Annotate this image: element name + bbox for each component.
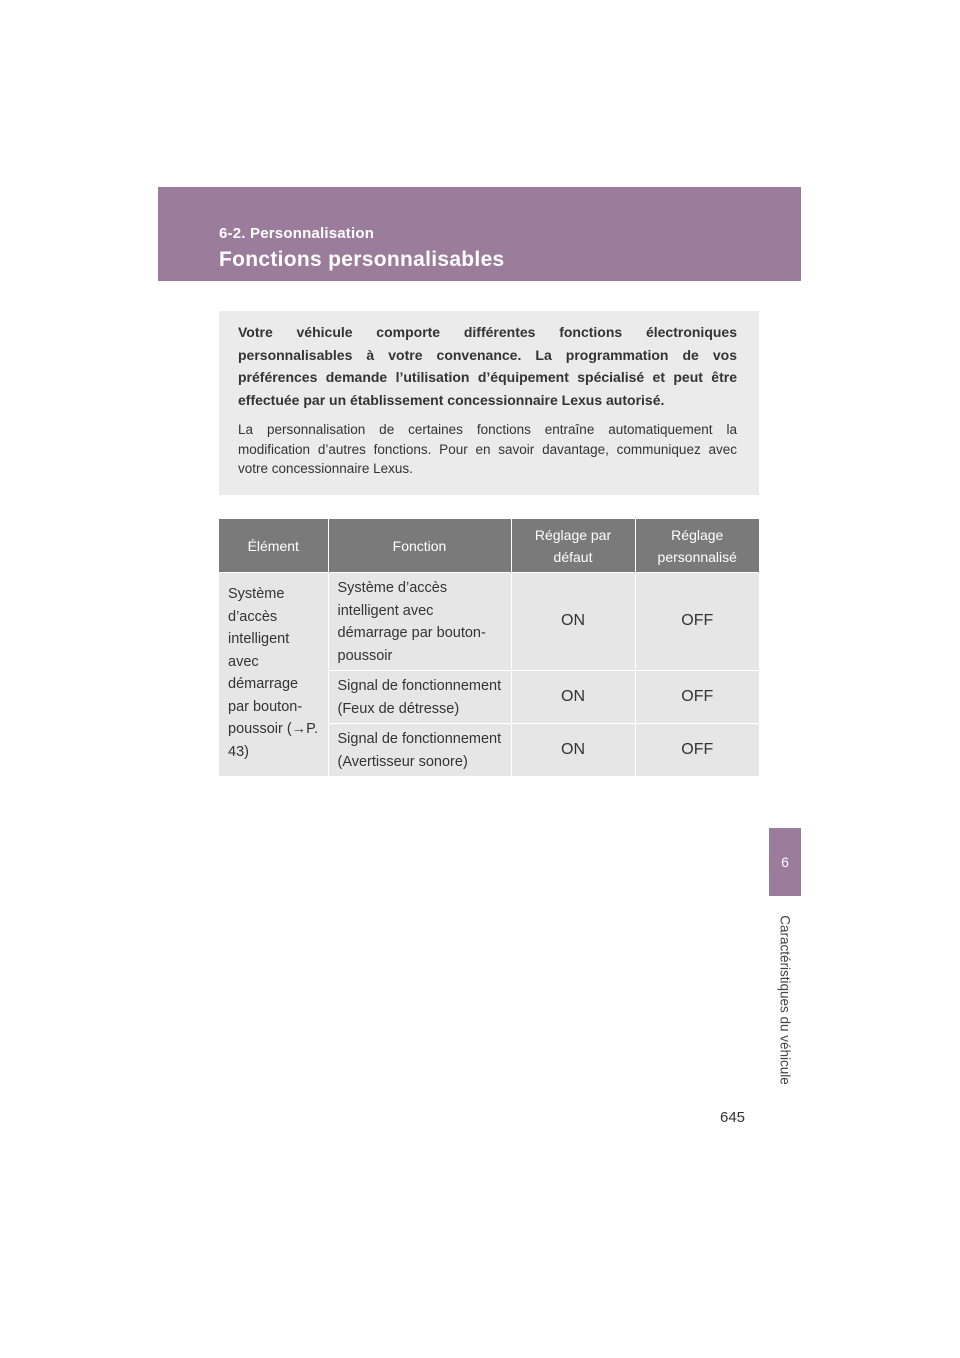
table-header-row [219,519,759,573]
function-text: Signal de fonctionnement (Feux de détresse) [337,678,502,717]
table-row [219,573,759,671]
header-custom-setting: Réglage personnalisé [635,519,759,573]
settings-table [219,519,759,777]
function-cell [328,724,511,777]
intro-note-paragraph: La personnalisation de certaines fonctions entraîne automatiquement la modification d’autres fonctions. Pour en savoir davantage, communiquez avec votre concessionnaire Lexus. [238,422,737,476]
default-value: ON [511,724,635,777]
element-text: Système d’accès intelligent avec démarrage par bouton-poussoir (→P. 43) [228,586,318,760]
chapter-label: Caractéristiques du véhicule [777,915,793,1085]
custom-value: OFF [635,573,759,671]
section-label: 6-2. Personnalisation [219,225,375,242]
default-value: ON [511,671,635,724]
function-cell [328,573,511,671]
header-band [158,187,801,281]
element-cell [219,573,328,777]
chapter-tab: 6 [769,828,801,896]
intro-box [219,311,759,495]
page-number: 645 [720,1109,746,1126]
function-text: Système d’accès intelligent avec démarrage par bouton-poussoir [337,580,486,664]
default-value: ON [511,573,635,671]
function-text: Signal de fonctionnement (Avertisseur sonore) [337,731,502,770]
intro-bold-paragraph: Votre véhicule comporte différentes fonctions électroniques personnalisables à votre convenance. La programmation de vos préférences demande l’utilisation d’équipement spécialisé et peut être effectuée par un établissement concessionnaire Lexus autorisé. [238,324,737,408]
header-element: Élément [219,519,328,573]
custom-value: OFF [635,671,759,724]
page-title: Fonctions personnalisables [219,248,505,271]
function-cell [328,671,511,724]
header-function: Fonction [328,519,511,573]
header-default-setting: Réglage par défaut [511,519,635,573]
custom-value: OFF [635,724,759,777]
